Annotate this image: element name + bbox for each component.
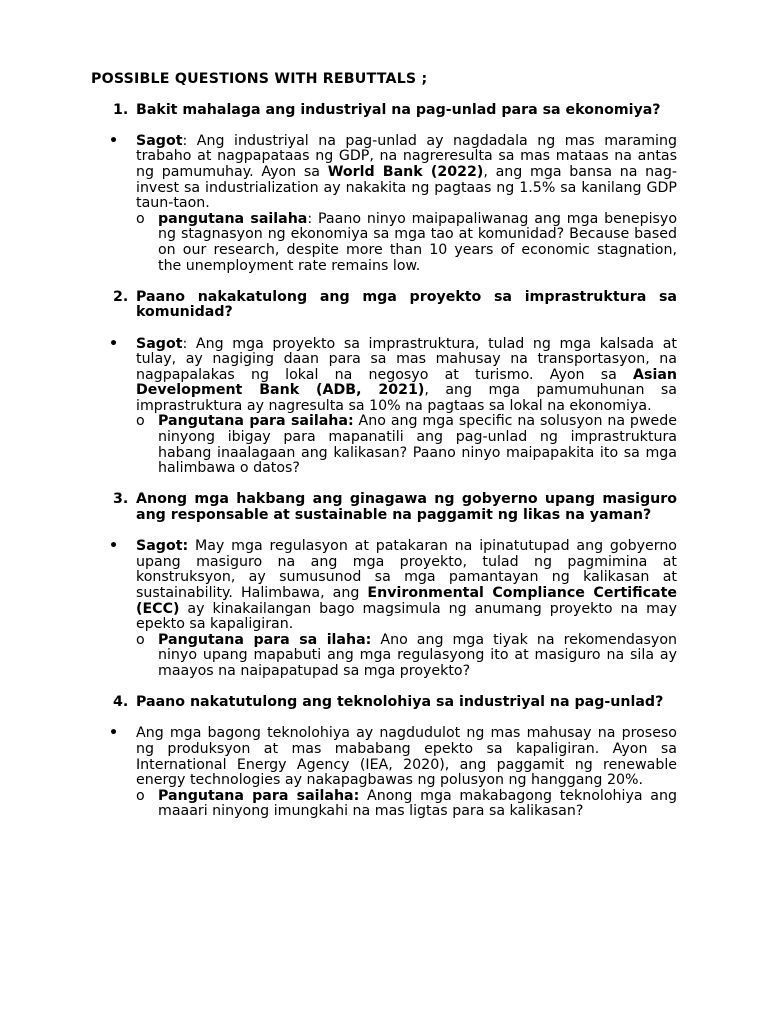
answer-label: Sagot: <box>136 538 189 555</box>
question-number: 4. <box>113 694 129 711</box>
rebuttal-2 <box>91 414 677 476</box>
question-number: 2. <box>113 288 129 305</box>
bullet-marker: • <box>109 725 119 742</box>
sub-bullet-marker: o <box>136 210 145 227</box>
answer-source: World Bank (2022) <box>327 163 484 180</box>
sub-bullet-marker: o <box>136 631 145 648</box>
answer-text: Ang mga bagong teknolohiya ay nagdudulot ng mas mahusay na proseso ng produksyon at mas mababang epekto sa kapaligiran. Ayon sa International Energy Agency (IEA, 2020), ang paggamit ng renewable energy technologies ay nakapagbawas ng polusyon ng hanggang 20%. <box>136 725 677 789</box>
answer-label: Sagot <box>136 132 183 149</box>
rebuttal-text: Ano ang mga tiyak na rekomendasyon ninyo upang mapabuti ang mga regulasyong ito at masiguro na sila ay maayos na naipapatupad sa mga proyekto? <box>158 631 677 679</box>
question-number: 3. <box>113 491 129 508</box>
question-number: 1. <box>113 101 129 118</box>
answer-label: Sagot <box>136 335 183 352</box>
question-text: Paano nakatutulong ang teknolohiya sa industriyal na pag-unlad? <box>136 694 664 711</box>
rebuttal-label: Pangutana para sa ilaha: <box>158 631 372 648</box>
rebuttal-label: Pangutana para sailaha: <box>158 413 354 430</box>
rebuttal-4 <box>91 789 677 820</box>
question-text: Bakit mahalaga ang industriyal na pag-unlad para sa ekonomiya? <box>136 101 661 118</box>
question-2 <box>91 290 677 321</box>
question-text: Anong mga hakbang ang ginagawa ng gobyerno upang masiguro ang responsable at sustainable na paggamit ng likas na yaman? <box>136 491 677 524</box>
sub-bullet-marker: o <box>136 787 145 804</box>
rebuttal-3 <box>91 633 677 680</box>
bullet-marker: • <box>109 132 119 149</box>
rebuttal-text: Paano ninyo maipapaliwanag ang mga benepisyo ng stagnasyon ng ekonomiya sa mga tao at komunidad? Because based on our research, despite more than 10 years of economic stagnation, the unemployment rate remains low. <box>158 210 677 274</box>
sub-bullet-marker: o <box>136 413 145 430</box>
question-1 <box>91 103 677 119</box>
answer-2: • Sagot: Ang mga proyekto sa imprastruktura, tulad ng mga kalsada at tulay, ay nagiging daan para sa mas mahusay na transportasyon, na nagpapalakas ng lokal na negosyo at turismo. Ayon sa Asian Development Bank (ADB, 2021), ang mga pamumuhunan sa imprastruktura ay nagresulta sa 10% na pagtaas sa lokal na ekonomiya. <box>91 337 677 415</box>
question-text: Paano nakakatulong ang mga proyekto sa imprastruktura sa komunidad? <box>136 288 677 321</box>
answer-4 <box>91 726 677 788</box>
answer-3: • Sagot: May mga regulasyon at patakaran na ipinatutupad ang gobyerno upang masiguro na ang mga proyekto, tulad ng pagmimina at konstruksyon, ay sumusunod sa mga pamantayan ng kalikasan at sustainability. Halimbawa, ang Environmental Compliance Certificate (ECC) ay kinakailangan bago magsimula ng anumang proyekto na may epekto sa kapaligiran. <box>91 539 677 633</box>
answer-source: Asian Development Bank (ADB, 2021) <box>136 366 677 399</box>
answer-text: Ang mga proyekto sa imprastruktura, tulad ng mga kalsada at tulay, ay nagiging daan para sa mas mahusay na transportasyon, na nagpapalakas ng lokal na negosyo at turismo. Ayon sa <box>136 335 677 383</box>
answer-source: Environmental Compliance Certificate (ECC) <box>136 585 678 617</box>
rebuttal-label: Pangutana para sailaha: <box>158 787 360 804</box>
document-page <box>91 72 677 820</box>
rebuttal-text: Anong mga makabagong teknolohiya ang maaari ninyong imungkahi na mas ligtas para sa kalikasan? <box>158 787 677 820</box>
rebuttal-1: o pangutana sailaha: Paano ninyo maipapaliwanag ang mga benepisyo ng stagnasyon ng ekonomiya sa mga tao at komunidad? Because based on our research, despite more than 10 years of economic stagnation, the unemployment rate remains low. <box>91 212 677 274</box>
question-3 <box>91 492 677 523</box>
bullet-marker: • <box>109 335 119 352</box>
question-4 <box>91 695 677 711</box>
answer-text: May mga regulasyon at patakaran na ipinatutupad ang gobyerno upang masiguro na ang mga proyekto, tulad ng pagmimina at konstruksyon, ay sumusunod sa mga pamantayan ng kalikasan at sustainability. Halimbawa, ang <box>136 538 677 601</box>
answer-1: • Sagot: Ang industriyal na pag-unlad ay nagdadala ng mas maraming trabaho at nagpapataas ng GDP, na nagreresulta sa mas mataas na antas ng pamumuhay. Ayon sa World Bank (2022), ang mga bansa na nag-invest sa industrialization ay nakakita ng pagtaas ng 1.5% sa kanilang GDP taun-taon. <box>91 134 677 212</box>
bullet-marker: • <box>109 538 119 555</box>
rebuttal-label: pangutana sailaha <box>158 210 308 227</box>
answer-text: Ang industriyal na pag-unlad ay nagdadala ng mas maraming trabaho at nagpapataas ng GDP, na nagreresulta sa mas mataas na antas ng pamumuhay. Ayon sa <box>136 132 677 180</box>
document-title: POSSIBLE QUESTIONS WITH REBUTTALS ; <box>91 71 428 87</box>
rebuttal-text: Ano ang mga specific na solusyon na pwede ninyong ibigay para mapanatili ang pag-unlad ng imprastruktura habang inaalagaan ang kalikasan? Paano ninyo maipapakita ito sa mga halimbawa o datos? <box>158 413 678 477</box>
